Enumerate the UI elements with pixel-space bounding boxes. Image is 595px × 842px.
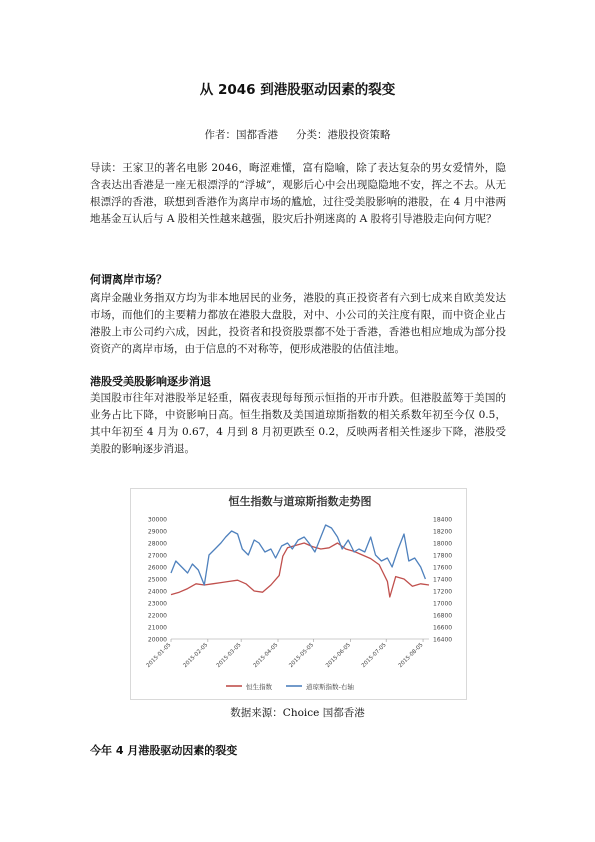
index-trend-chart <box>130 488 467 700</box>
legend-label-hang-seng: 恒生指数 <box>246 683 272 691</box>
y-right-tick-label: 17000 <box>433 600 453 608</box>
y-right-tick-label: 18200 <box>433 528 453 536</box>
x-tick-label: 2015-06-05 <box>325 642 352 670</box>
section-body-offshore: 离岸金融业务指双方均为非本地居民的业务，港股的真正投资者有六到七成来自欧美发达市场，而他们的主要精力都放在港股大盘股，对中、小公司的关注度有限，而中资企业占港股上市公司约六成，因此，投资者和投资股票都不处于香港，香港也相应地成为部分投资资产的离岸市场，由于信息的不对称等，便形成港股的估值洼地。 <box>90 292 506 355</box>
y-left-tick-label: 23000 <box>147 600 167 608</box>
x-tick-label: 2015-08-05 <box>397 642 425 670</box>
y-right-tick-label: 16600 <box>433 624 453 632</box>
y-left-tick-label: 29000 <box>147 528 167 536</box>
section-heading-drivers: 今年 4 月港股驱动因素的裂变 <box>90 744 238 757</box>
y-left-tick-label: 22000 <box>147 612 167 620</box>
article-title: 从 2046 到港股驱动因素的裂变 <box>199 82 396 98</box>
y-right-tick-label: 16800 <box>433 612 453 620</box>
legend-label-dow-jones: 道琼斯指数-右轴 <box>306 683 354 691</box>
x-tick-label: 2015-01-05 <box>145 642 173 670</box>
y-right-tick-label: 17800 <box>433 552 453 560</box>
intro-paragraph: 导读：王家卫的著名电影 2046，晦涩难懂，富有隐喻，除了表达复杂的男女爱情外，隐含表达出香港是一座无根漂浮的“浮城”，观影后心中会出现隐隐地不安，挥之不去。从无根漂浮的香港，联想到香港作为离岸市场的尴尬，过往受美股影响的港股，在 4 月中港两地基金互认后与 A 股相关性越来越强，股灾后扑朔迷离的 A 股将引导港股走向何方呢？ <box>90 162 506 225</box>
author: 作者：国都香港 <box>204 129 278 141</box>
chart-caption: 数据来源：Choice 国都香港 <box>230 707 365 719</box>
x-tick-label: 2015-02-05 <box>182 642 210 670</box>
y-right-tick-label: 16400 <box>433 636 453 644</box>
chart-title: 恒生指数与道琼斯指数走势图 <box>228 495 372 508</box>
y-left-tick-label: 24000 <box>147 588 167 596</box>
y-left-tick-label: 27000 <box>147 552 167 560</box>
section-heading-offshore: 何谓离岸市场？ <box>90 273 167 286</box>
series-line-hang-seng <box>171 543 429 597</box>
x-tick-label: 2015-04-05 <box>252 642 280 670</box>
y-left-tick-label: 28000 <box>147 540 167 548</box>
y-right-tick-label: 18400 <box>433 516 453 524</box>
x-tick-label: 2015-07-05 <box>360 642 388 670</box>
y-right-tick-label: 17600 <box>433 564 453 572</box>
y-left-tick-label: 26000 <box>147 564 167 572</box>
series-line-dow-jones <box>171 525 425 585</box>
y-left-tick-label: 25000 <box>147 576 167 584</box>
x-tick-label: 2015-05-05 <box>288 642 316 670</box>
x-tick-label: 2015-03-05 <box>215 642 243 670</box>
chart-svg <box>131 489 466 699</box>
y-left-tick-label: 21000 <box>147 624 167 632</box>
y-left-tick-label: 20000 <box>147 636 167 644</box>
y-right-tick-label: 18000 <box>433 540 453 548</box>
section-body-us-influence: 美国股市往年对港股举足轻重，隔夜表现每每预示恒指的开市升跌。但港股蓝筹于美国的业务占比下降，中资影响日高。恒生指数及美国道琼斯指数的相关系数年初至今仅 0.5，其中年初至 4 月为 0.67，4 月到 8 月初更跌至 0.2，反映两者相关性逐步下降，港股受美股的影响逐步消退。 <box>90 392 506 455</box>
y-right-tick-label: 17400 <box>433 576 453 584</box>
y-right-tick-label: 17200 <box>433 588 453 596</box>
y-left-tick-label: 30000 <box>147 516 167 524</box>
category: 分类：港股投资策略 <box>296 129 391 141</box>
section-heading-us-influence: 港股受美股影响逐步消退 <box>90 375 211 388</box>
byline <box>0 127 595 142</box>
